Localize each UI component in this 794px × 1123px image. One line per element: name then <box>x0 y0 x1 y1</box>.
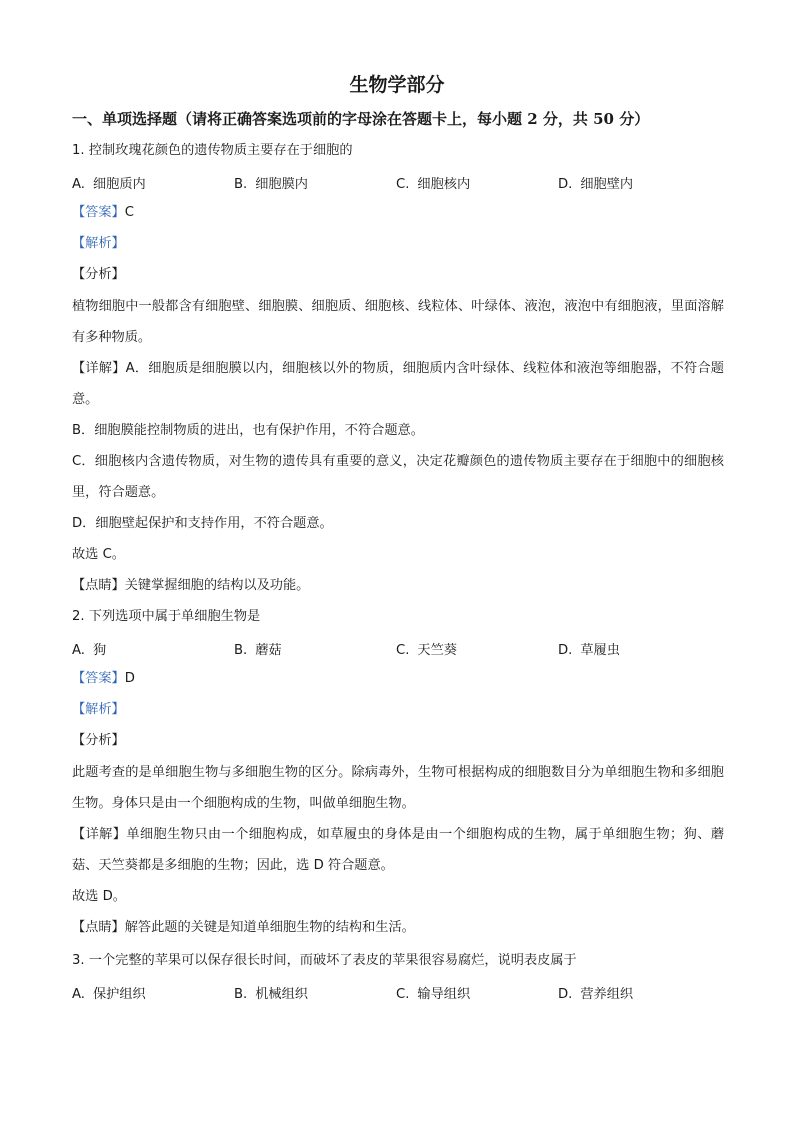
answer-label: 【答案】 <box>72 671 125 686</box>
comment-label: 【点睛】 <box>72 578 125 593</box>
section-title: 一、单项选择题（请将正确答案选项前的字母涂在答题卡上，每小题 2 分，共 50 分） <box>72 110 650 128</box>
option-letter: C. <box>396 643 410 658</box>
option-letter: C. <box>396 177 410 192</box>
option-letter: A. <box>72 987 85 1002</box>
q1-option-d[interactable] <box>558 173 633 192</box>
q2-option-b[interactable] <box>234 639 282 658</box>
q1-jiexi-label: 【解析】 <box>72 236 125 251</box>
option-letter: D. <box>558 643 573 658</box>
answer-value: D <box>124 671 135 686</box>
comment-label: 【点睛】 <box>72 920 125 935</box>
q2-jiexi-label: 【解析】 <box>72 702 125 717</box>
option-text: 保护组织 <box>92 987 146 1002</box>
detail-text: A．细胞质是细胞膜以内，细胞核以外的物质，细胞质内含叶绿体、线粒体和液泡等细胞器，不符合题意。 <box>72 361 724 407</box>
q1-detail-b: B．细胞膜能控制物质的进出，也有保护作用，不符合题意。 <box>72 423 424 438</box>
q1-option-b[interactable] <box>234 173 308 192</box>
q3-stem: 3. 一个完整的苹果可以保存很长时间，而破坏了表皮的苹果很容易腐烂，说明表皮属于 <box>72 953 577 968</box>
q1-conclusion: 故选 C。 <box>72 547 125 562</box>
q2-answer <box>72 670 135 688</box>
option-text: 细胞壁内 <box>580 177 634 192</box>
answer-label: 【答案】 <box>72 205 125 220</box>
option-text: 蘑菇 <box>255 643 282 658</box>
q2-stem: 2. 下列选项中属于单细胞生物是 <box>72 609 261 624</box>
option-letter: D. <box>558 177 573 192</box>
q2-conclusion: 故选 D。 <box>72 889 126 904</box>
q1-fenxi-label: 【分析】 <box>72 267 125 282</box>
q1-detail-a <box>72 353 724 415</box>
option-letter: B. <box>234 643 248 658</box>
detail-label: 【详解】 <box>72 361 126 376</box>
option-text: 细胞核内 <box>417 177 471 192</box>
option-text: 输导组织 <box>417 987 471 1002</box>
q3-option-c[interactable] <box>396 983 470 1002</box>
detail-label: 【详解】 <box>72 827 127 842</box>
option-text: 细胞膜内 <box>255 177 308 192</box>
option-text: 营养组织 <box>580 987 634 1002</box>
q2-option-c[interactable] <box>396 639 457 658</box>
option-letter: A. <box>72 643 85 658</box>
detail-text: 单细胞生物只由一个细胞构成，如草履虫的身体是由一个细胞构成的生物，属于单细胞生物；狗、蘑菇、天竺葵都是多细胞的生物；因此，选 D 符合题意。 <box>72 827 725 873</box>
comment-text: 关键掌握细胞的结构以及功能。 <box>124 578 310 593</box>
q1-analysis: 植物细胞中一般都含有细胞壁、细胞膜、细胞质、细胞核、线粒体、叶绿体、液泡，液泡中有细胞液，里面溶解有多种物质。 <box>72 299 724 345</box>
page-title: 生物学部分 <box>349 74 445 96</box>
option-letter: B. <box>234 987 248 1002</box>
q1-option-c[interactable] <box>396 173 470 192</box>
q2-detail <box>72 819 724 881</box>
option-text: 天竺葵 <box>417 643 457 658</box>
q2-option-a[interactable] <box>72 639 106 658</box>
q3-option-b[interactable] <box>234 983 308 1002</box>
q1-option-a[interactable] <box>72 173 146 192</box>
q2-comment <box>72 919 415 937</box>
option-text: 细胞质内 <box>92 177 146 192</box>
q1-detail-c: C．细胞核内含遗传物质，对生物的遗传具有重要的意义，决定花瓣颜色的遗传物质主要存在于细胞中的细胞核里，符合题意。 <box>72 454 724 500</box>
option-letter: C. <box>396 987 410 1002</box>
q1-detail-d: D．细胞壁起保护和支持作用，不符合题意。 <box>72 516 333 531</box>
q1-stem: 1. 控制玫瑰花颜色的遗传物质主要存在于细胞的 <box>72 143 353 158</box>
q2-option-d[interactable] <box>558 639 620 658</box>
option-text: 机械组织 <box>255 987 308 1002</box>
option-letter: A. <box>72 177 85 192</box>
q1-answer <box>72 204 134 222</box>
option-letter: D. <box>558 987 573 1002</box>
q2-fenxi-label: 【分析】 <box>72 733 125 748</box>
q3-option-d[interactable] <box>558 983 633 1002</box>
answer-value: C <box>124 205 134 220</box>
q1-comment <box>72 577 309 595</box>
comment-text: 解答此题的关键是知道单细胞生物的结构和生活。 <box>124 920 415 935</box>
option-text: 草履虫 <box>580 643 620 658</box>
q3-option-a[interactable] <box>72 983 146 1002</box>
q2-analysis: 此题考查的是单细胞生物与多细胞生物的区分。除病毒外，生物可根据构成的细胞数目分为单细胞生物和多细胞生物。身体只是由一个细胞构成的生物，叫做单细胞生物。 <box>72 765 724 811</box>
option-text: 狗 <box>92 643 107 658</box>
option-letter: B. <box>234 177 248 192</box>
